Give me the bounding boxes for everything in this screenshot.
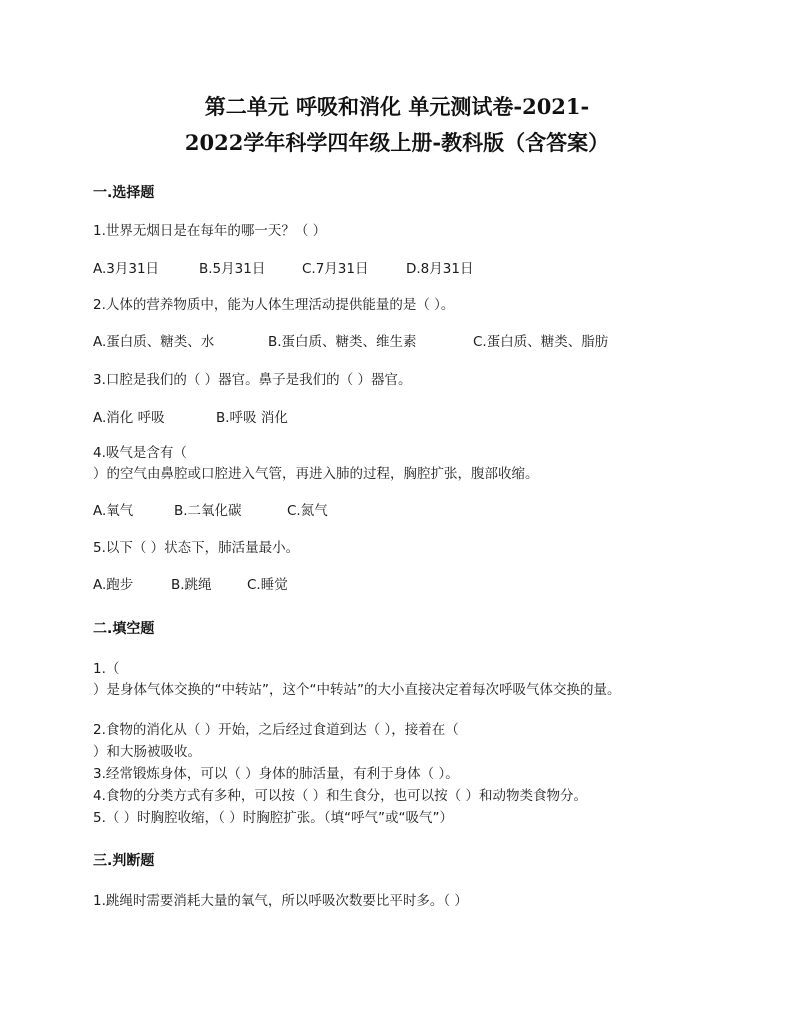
option-b: B.呼吸 消化	[216, 410, 288, 426]
options-choice-2	[93, 332, 608, 352]
question-choice-4-line-2: ）的空气由鼻腔或口腔进入气管，再进入肺的过程，胸腔扩张，腹部收缩。	[93, 466, 539, 482]
option-d: D.8月31日	[406, 261, 474, 277]
option-b: B.二氧化碳	[174, 503, 242, 519]
option-c: C.7月31日	[302, 261, 369, 277]
option-a: A.消化 呼吸	[93, 410, 165, 426]
option-b: B.蛋白质、糖类、维生素	[268, 334, 417, 350]
section-heading-judge: 三.判断题	[93, 853, 155, 869]
section-heading-fill: 二.填空题	[93, 621, 155, 637]
option-c: C.氮气	[287, 503, 328, 519]
question-fill-5: 5.（ ）时胸腔收缩，（ ）时胸腔扩张。（填“呼气”或“吸气”）	[93, 810, 453, 826]
option-a: A.3月31日	[93, 261, 160, 277]
section-heading-choice: 一.选择题	[93, 185, 155, 201]
option-a: A.跑步	[93, 577, 134, 593]
option-a: A.氧气	[93, 503, 134, 519]
options-choice-1	[93, 259, 473, 279]
document-title-line-1: 第二单元 呼吸和消化 单元测试卷-2021-	[204, 94, 590, 119]
question-judge-1: 1.跳绳时需要消耗大量的氧气，所以呼吸次数要比平时多。（ ）	[93, 893, 468, 909]
options-choice-3	[93, 408, 288, 428]
option-b: B.5月31日	[199, 261, 266, 277]
option-a: A.蛋白质、糖类、水	[93, 334, 215, 350]
question-fill-2-line-2: ）和大肠被吸收。	[93, 744, 201, 760]
question-fill-1-line-1: 1.（	[93, 661, 120, 677]
option-c: C.蛋白质、糖类、脂肪	[473, 334, 609, 350]
question-fill-1-line-2: ）是身体气体交换的“中转站”，这个“中转站”的大小直接决定着每次呼吸气体交换的量。	[93, 682, 621, 698]
question-choice-5: 5.以下（ ）状态下，肺活量最小。	[93, 540, 300, 556]
question-choice-4-line-1: 4.吸气是含有（	[93, 445, 187, 461]
question-choice-3: 3.口腔是我们的（ ）器官。鼻子是我们的（ ）器官。	[93, 372, 412, 388]
question-fill-2-line-1: 2.食物的消化从（ ）开始，之后经过食道到达（ ），接着在（	[93, 722, 459, 738]
question-fill-3: 3.经常锻炼身体，可以（ ）身体的肺活量，有利于身体（ ）。	[93, 766, 459, 782]
question-choice-1: 1.世界无烟日是在每年的哪一天？（ ）	[93, 223, 327, 239]
question-fill-4: 4.食物的分类方式有多种，可以按（ ）和生食分，也可以按（ ）和动物类食物分。	[93, 788, 587, 804]
options-choice-4	[93, 501, 328, 521]
document-title-line-2: 2022学年科学四年级上册-教科版（含答案）	[184, 130, 610, 155]
options-choice-5	[93, 575, 288, 595]
option-b: B.跳绳	[171, 577, 212, 593]
option-c: C.睡觉	[247, 577, 288, 593]
question-choice-2: 2.人体的营养物质中，能为人体生理活动提供能量的是（ ）。	[93, 297, 455, 313]
